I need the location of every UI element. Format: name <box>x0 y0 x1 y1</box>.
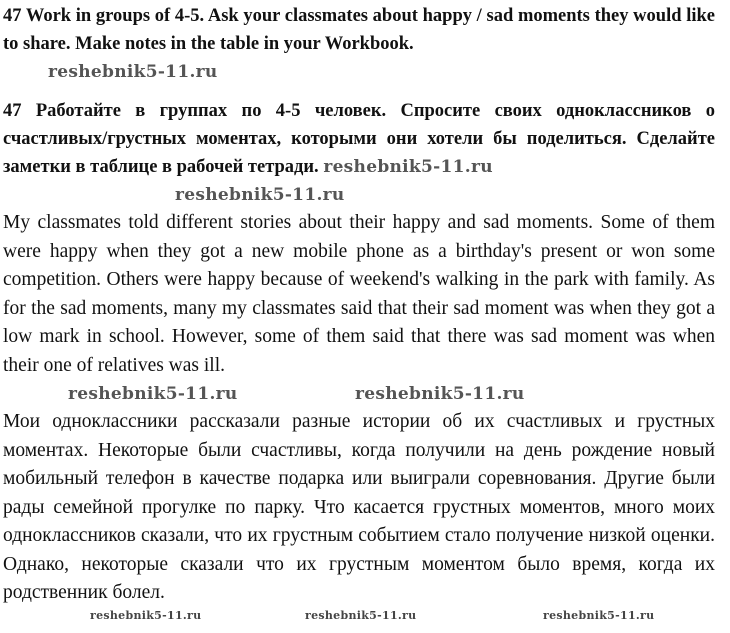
watermark: reshebnik5-11.ru <box>68 384 238 404</box>
task-english: 47 Work in groups of 4-5. Ask your classmates about happy / sad moments they would like to share. Make notes in the table in your Workbook. <box>3 6 715 54</box>
watermark: reshebnik5-11.ru <box>323 157 493 177</box>
answer-english: My classmates told different stories about their happy and sad moments. Some of them were happy when they got a new mobile phone as a birthday's present or won some competition. Others were happy because of weekend's walking in the park with family. As for the sad moments, many my classmates said that their sad moment was when they got a low mark in school. However, some of them said that there was sad moment was when their one of relatives was ill. <box>3 212 715 376</box>
watermark-row <box>3 380 730 408</box>
task-russian: 47 Работайте в группах по 4-5 человек. Спросите своих одноклассников о счастливых/грустных моментах, которыми они хотели бы поделиться. Сделайте заметки в таблице в рабочей тетради. <box>3 101 715 177</box>
watermark-row <box>3 58 730 86</box>
watermark: reshebnik5-11.ru <box>355 384 525 404</box>
watermark: reshebnik5-11.ru <box>305 608 417 622</box>
watermark: reshebnik5-11.ru <box>90 608 202 622</box>
watermark-row <box>3 608 730 624</box>
task-russian-block <box>3 97 715 181</box>
watermark: reshebnik5-11.ru <box>48 62 218 82</box>
watermark-row <box>3 181 730 209</box>
answer-russian: Мои одноклассники рассказали разные истории об их счастливых и грустных моментах. Некоторые были счастливы, когда получили на день рождение новый мобильный телефон в качестве подарка или выиграли соревнования. Другие были рады семейной прогулке по парку. Что касается грустных моментов, много моих одноклассников сказали, что их грустным событием стало получение низкой оценки. Однако, некоторые сказали что их грустным моментом было время, когда их родственник болел. <box>3 411 715 603</box>
watermark: reshebnik5-11.ru <box>175 185 345 205</box>
watermark: reshebnik5-11.ru <box>543 608 655 622</box>
